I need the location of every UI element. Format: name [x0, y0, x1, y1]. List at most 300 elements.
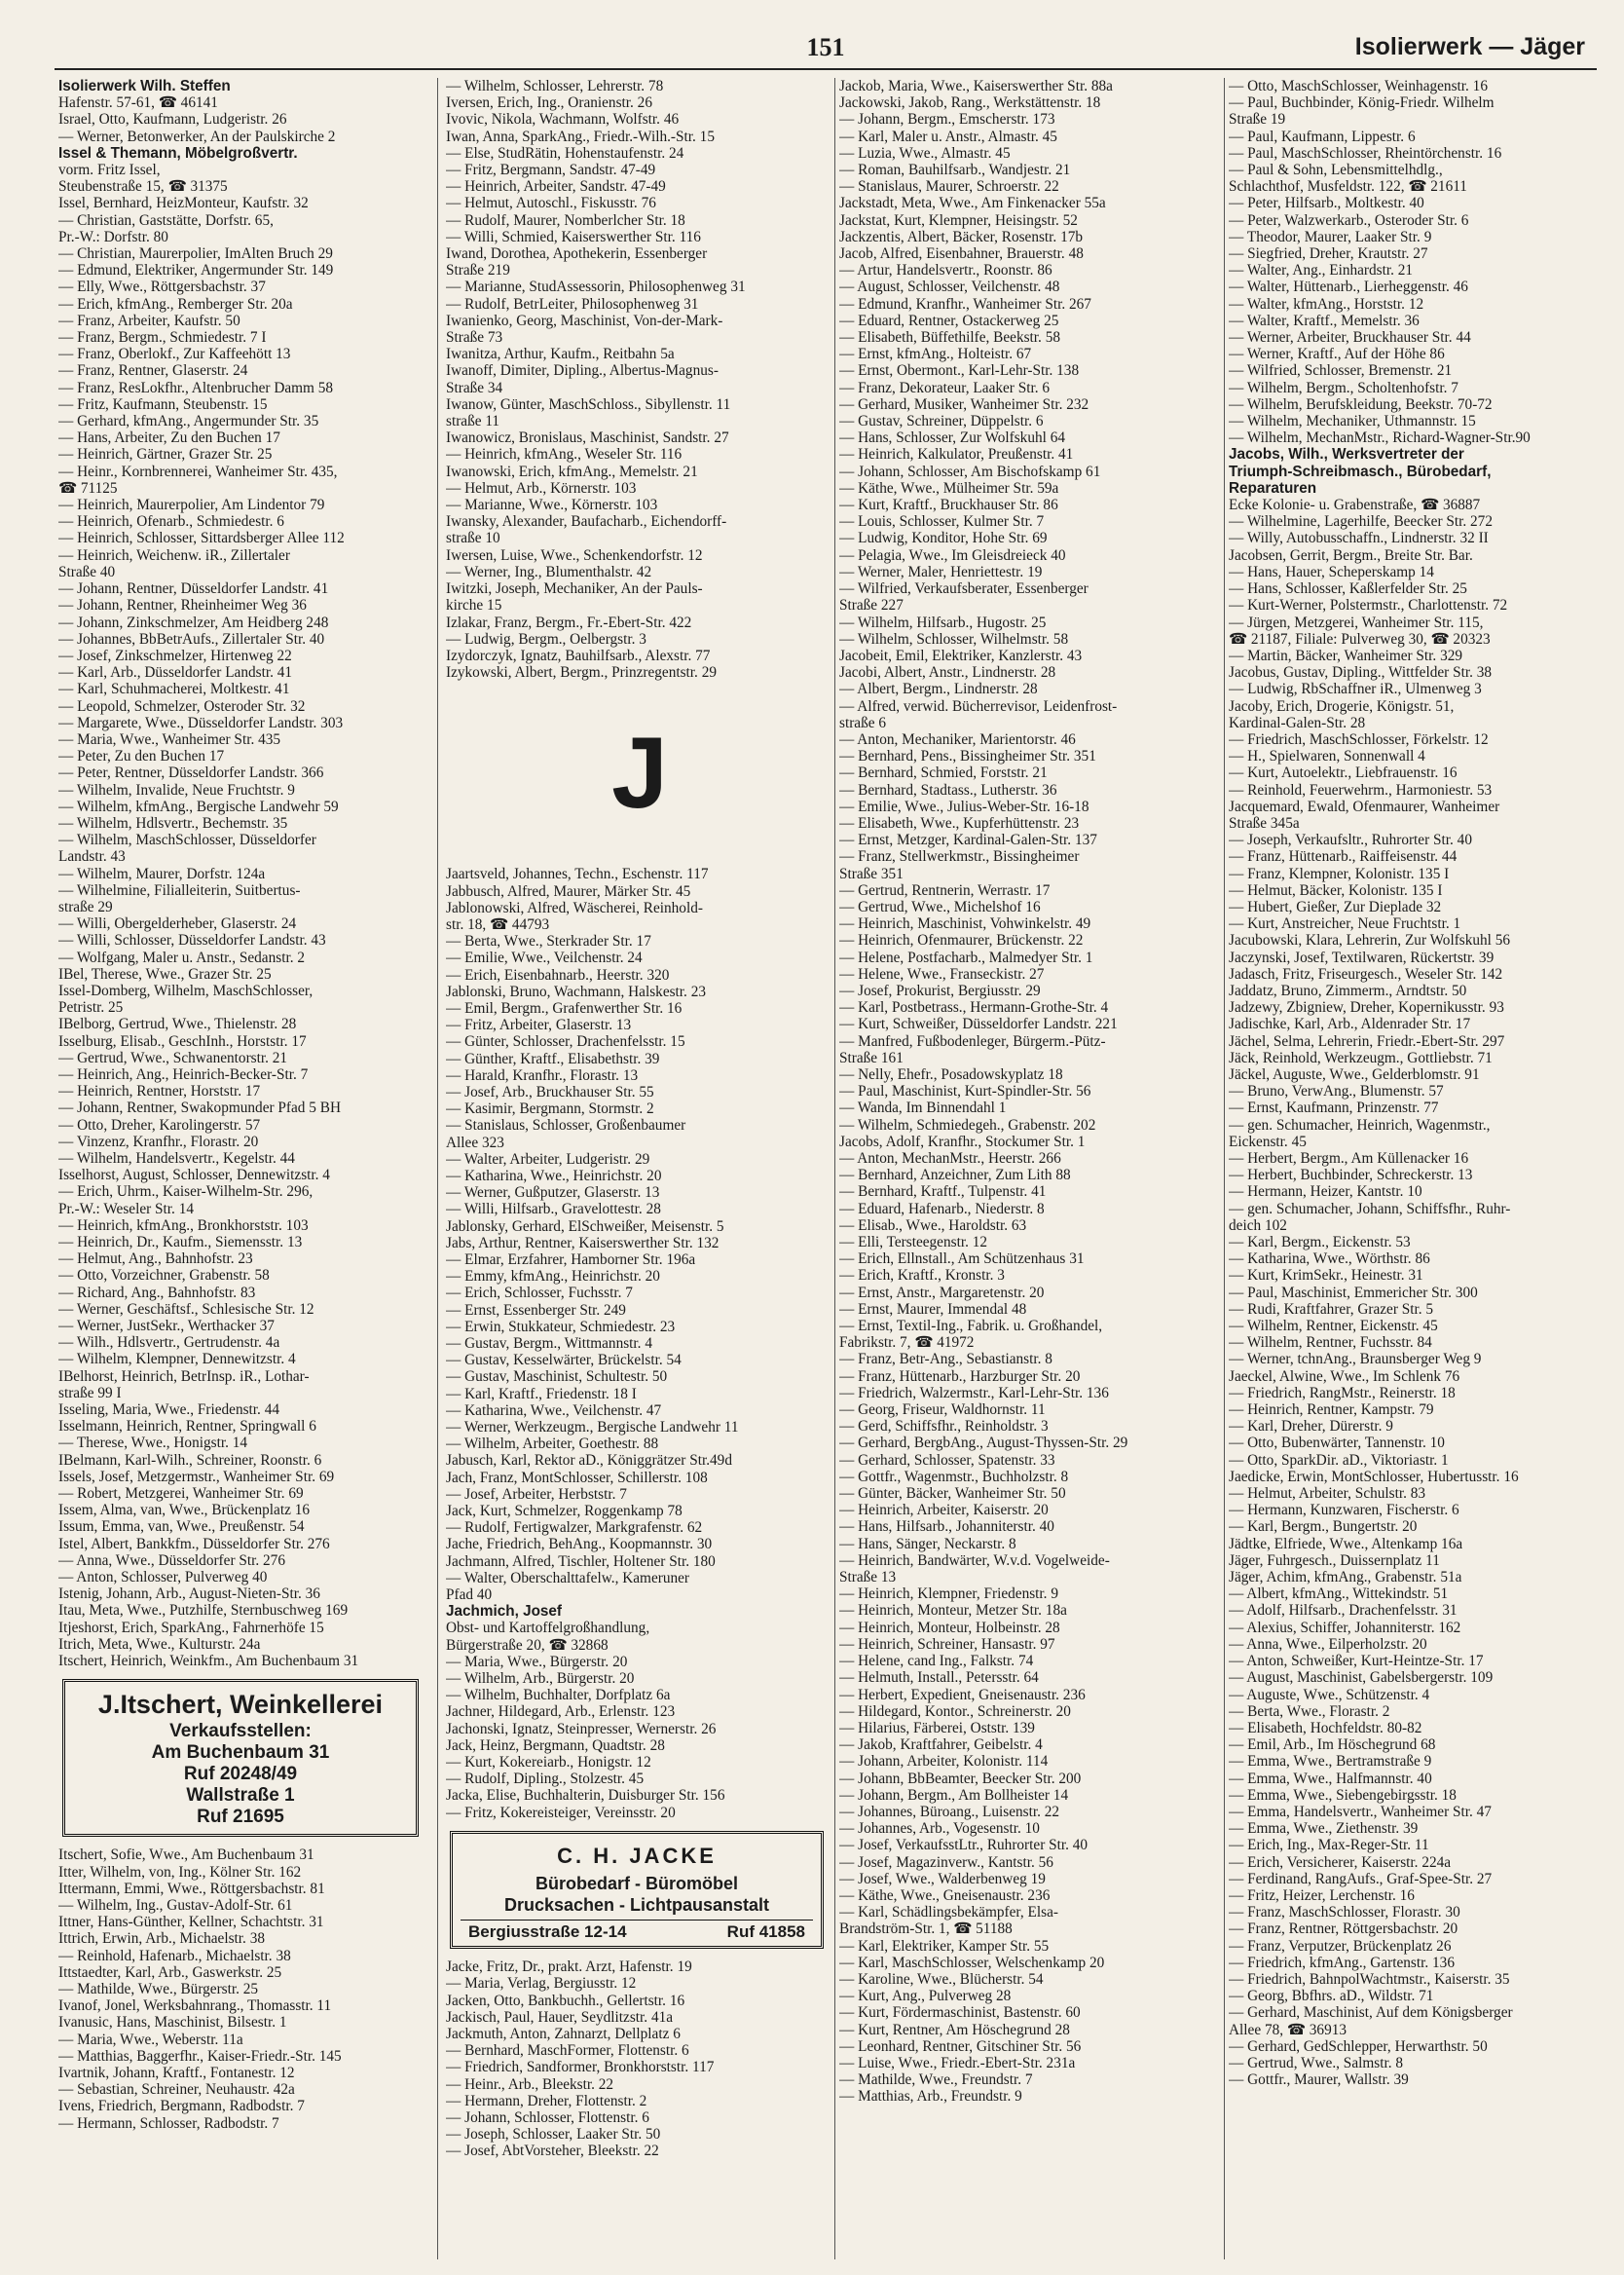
directory-entry-line: — Hermann, Dreher, Flottenstr. 2	[446, 2092, 647, 2109]
directory-entry-line: Jacken, Otto, Bankbuchh., Gellertstr. 16	[446, 1992, 685, 2009]
directory-entry-line: — Reinhold, Feuerwehrm., Harmoniestr. 53	[1229, 781, 1493, 799]
ad-phone: Ruf 41858	[726, 1921, 805, 1941]
directory-entry-line: — Gerhard, GedSchlepper, Herwarthstr. 50	[1229, 2037, 1488, 2055]
directory-entry-line: Iwansky, Alexander, Baufacharb., Eichendorff-	[446, 513, 727, 531]
directory-entry-line: — Willi, Obergelderheber, Glaserstr. 24	[58, 915, 297, 933]
directory-entry-line: Landstr. 43	[58, 848, 126, 866]
directory-entry-line: — Gottfr., Wagenmstr., Buchholzstr. 8	[839, 1468, 1069, 1485]
entry-list	[446, 78, 833, 681]
directory-entry-line: — Franz, MaschSchlosser, Florastr. 30	[1229, 1904, 1460, 1921]
directory-entry-line: — Pelagia, Wwe., Im Gleisdreieck 40	[839, 546, 1066, 564]
directory-entry-line: ☎ 21187, Filiale: Pulverweg 30, ☎ 20323	[1229, 630, 1491, 648]
directory-entry-line: — Fritz, Kokereisteiger, Vereinsstr. 20	[446, 1804, 676, 1821]
directory-entry-line: — Wilhelm, Hilfsarb., Hugostr. 25	[839, 614, 1047, 631]
directory-entry-line: — Roman, Bauhilfsarb., Wandjestr. 21	[839, 162, 1071, 179]
ad-line: Verkaufsstellen:	[169, 1721, 312, 1742]
directory-entry-line: — Edmund, Kranfhr., Wanheimer Str. 267	[839, 295, 1091, 313]
directory-entry-line: — Heinrich, Rentner, Horststr. 17	[58, 1083, 261, 1100]
directory-entry-line: — Friedrich, RangMstr., Reinerstr. 18	[1229, 1384, 1456, 1401]
directory-entry-line: Pr.-W.: Weseler Str. 14	[58, 1200, 194, 1217]
directory-entry-line: — Heinrich, Arbeiter, Kaiserstr. 20	[839, 1502, 1049, 1519]
directory-entry-line: — Elisabeth, Wwe., Kupferhüttenstr. 23	[839, 814, 1080, 832]
ad-address: Bergiusstraße 12-14	[468, 1921, 627, 1941]
directory-entry-line: — Walter, Hüttenarb., Lierheggenstr. 46	[1229, 279, 1468, 296]
directory-entry-line: — Franz, ResLokfhr., Altenbrucher Damm 58	[58, 379, 334, 396]
directory-entry-line: — Johannes, Büroang., Luisenstr. 22	[839, 1803, 1060, 1820]
directory-entry-line: — Kurt, Kraftf., Bruckhauser Str. 86	[839, 497, 1058, 514]
directory-entry-line: ☎ 71125	[58, 479, 118, 497]
column-3	[839, 78, 1227, 2259]
directory-entry-line: — Sebastian, Schreiner, Neuhaustr. 42a	[58, 2081, 295, 2099]
directory-entry-line: Issel-Domberg, Wilhelm, MaschSchlosser,	[58, 982, 314, 999]
directory-entry-line: Jäger, Achim, kfmAng., Grabenstr. 51a	[1229, 1569, 1462, 1586]
directory-entry-line: — Josef, Arbeiter, Herbststr. 7	[446, 1485, 627, 1503]
directory-entry-line: — Friedrich, Walzermstr., Karl-Lehr-Str. 136	[839, 1384, 1109, 1401]
directory-entry-line: Izlakar, Franz, Bergm., Fr.-Ebert-Str. 422	[446, 614, 692, 631]
directory-entry-line: — Heinrich, kfmAng., Bronkhorststr. 103	[58, 1216, 309, 1234]
directory-entry-line: — Johann, Bergm., Emscherstr. 173	[839, 111, 1055, 129]
directory-entry-line: Straße 219	[446, 262, 510, 280]
advertisement-jacke	[450, 1831, 824, 1949]
directory-entry-line: — Josef, AbtVorsteher, Bleekstr. 22	[446, 2143, 659, 2160]
directory-entry-line: — Heinr., Kornbrennerei, Wanheimer Str. 435,	[58, 463, 338, 480]
directory-entry-line: — Friedrich, MaschSchlosser, Förkelstr. 12	[1229, 730, 1489, 748]
directory-entry-line: — Heinrich, Monteur, Metzer Str. 18a	[839, 1602, 1067, 1620]
directory-entry-line: — Kurt, Fördermaschinist, Bastenstr. 60	[839, 2004, 1081, 2022]
directory-entry-line: — Wilhelm, Arbeiter, Goethestr. 88	[446, 1436, 659, 1453]
directory-entry-line: straße 29	[58, 898, 113, 915]
column-1	[58, 78, 428, 2259]
directory-entry-line: Jackstat, Kurt, Klempner, Heisingstr. 52	[839, 211, 1078, 229]
directory-entry-line: — Heinrich, Kalkulator, Preußenstr. 41	[839, 446, 1074, 464]
directory-entry-line: — Kurt, KrimSekr., Heinestr. 31	[1229, 1267, 1423, 1285]
directory-entry-line: Jackob, Maria, Wwe., Kaiserswerther Str. 88a	[839, 78, 1113, 94]
directory-entry-line: — Ernst, Maurer, Immendal 48	[839, 1300, 1027, 1318]
ad-line: Drucksachen - Lichtpausanstalt	[503, 1894, 770, 1915]
entry-list	[839, 78, 1227, 2106]
directory-entry-line: — Franz, Dekorateur, Laaker Str. 6	[839, 379, 1051, 396]
directory-entry-line: — Nelly, Ehefr., Posadowskyplatz 18	[839, 1065, 1063, 1083]
directory-entry-line: Kardinal-Galen-Str. 28	[1229, 714, 1366, 731]
directory-entry-line: — Karl, Elektriker, Kamper Str. 55	[839, 1937, 1050, 1955]
directory-entry-line: Ivanusic, Hans, Maschinist, Bilsestr. 1	[58, 2014, 287, 2032]
directory-entry-line: — Ernst, Kaufmann, Prinzenstr. 77	[1229, 1100, 1439, 1117]
directory-entry-line: Jäger, Fuhrgesch., Duissernplatz 11	[1229, 1551, 1440, 1569]
directory-entry-line: — Emma, Wwe., Ziethenstr. 39	[1229, 1820, 1419, 1838]
directory-entry-line: — Johann, Zinkschmelzer, Am Heidberg 248	[58, 614, 329, 631]
directory-entry-line: — Heinrich, Maschinist, Vohwinkelstr. 49	[839, 915, 1091, 933]
directory-entry-line: Jadasch, Fritz, Friseurgesch., Weseler Str. 142	[1229, 965, 1503, 983]
directory-entry-line: — Günter, Bäcker, Wanheimer Str. 50	[839, 1485, 1066, 1503]
directory-entry-line: Pr.-W.: Dorfstr. 80	[58, 228, 168, 245]
directory-entry-line: — Wolfgang, Maler u. Anstr., Sedanstr. 2	[58, 949, 305, 966]
directory-entry-line: — gen. Schumacher, Johann, Schiffsfhr., Ruhr-	[1229, 1200, 1511, 1217]
directory-entry-line: — Wilhelm, Invalide, Neue Fruchtstr. 9	[58, 781, 295, 799]
directory-entry-line: — Otto, Dreher, Karolingerstr. 57	[58, 1116, 261, 1134]
directory-entry-line: — Heinrich, Dr., Kaufm., Siemensstr. 13	[58, 1234, 303, 1251]
directory-entry-line: — Karl, Bergm., Eickenstr. 53	[1229, 1234, 1411, 1251]
directory-entry-line: — Peter, Zu den Buchen 17	[58, 748, 225, 765]
directory-entry-line: — Günther, Kraftf., Elisabethstr. 39	[446, 1050, 660, 1067]
ad-line: Ruf 20248/49	[183, 1764, 298, 1785]
directory-entry-line: Iwanowski, Erich, kfmAng., Memelstr. 21	[446, 463, 698, 480]
directory-entry-line: — Manfred, Fußbodenleger, Bürgerm.-Pütz-	[839, 1032, 1106, 1050]
directory-entry-line: IBelborg, Gertrud, Wwe., Thielenstr. 28	[58, 1016, 297, 1033]
directory-entry-line: Jacubowski, Klara, Lehrerin, Zur Wolfskuhl 56	[1229, 932, 1511, 950]
directory-entry-line: Jack, Kurt, Schmelzer, Roggenkamp 78	[446, 1503, 683, 1520]
column-4	[1229, 78, 1610, 2259]
directory-entry-line: — Richard, Ang., Bahnhofstr. 83	[58, 1284, 256, 1301]
section-letter: J	[611, 716, 668, 830]
directory-entry-line: — Margarete, Wwe., Düsseldorfer Landstr. 303	[58, 714, 344, 731]
directory-entry-line: — Fritz, Heizer, Lerchenstr. 16	[1229, 1886, 1415, 1904]
entry-list	[58, 78, 428, 1669]
directory-entry-line: — Rudi, Kraftfahrer, Grazer Str. 5	[1229, 1300, 1434, 1318]
directory-entry-line: — Wilhelm, Schlosser, Lehrerstr. 78	[446, 78, 664, 94]
directory-entry-line: Jacob, Alfred, Eisenbahner, Brauerstr. 48	[839, 245, 1084, 263]
directory-entry-line: — Bernhard, MaschFormer, Flottenstr. 6	[446, 2042, 689, 2060]
directory-entry-line: Ittermann, Emmi, Wwe., Röttgersbachstr. 81	[58, 1880, 325, 1897]
directory-entry-line: — Anton, Schweißer, Kurt-Heintze-Str. 17	[1229, 1653, 1484, 1670]
directory-entry-line: — Wilhelm, Berufskleidung, Beekstr. 70-72	[1229, 395, 1493, 413]
directory-entry-line: — August, Schlosser, Veilchenstr. 48	[839, 279, 1060, 296]
directory-entry-line: — Erich, Ing., Max-Reger-Str. 11	[1229, 1837, 1429, 1854]
directory-entry-line: — Willi, Schlosser, Düsseldorfer Landstr. 43	[58, 932, 326, 950]
directory-entry-line: — Wilhelm, Buchhalter, Dorfplatz 6a	[446, 1687, 671, 1704]
directory-entry-line: — Stanislaus, Maurer, Schroerstr. 22	[839, 178, 1059, 196]
directory-entry-line: Ecke Kolonie- u. Grabenstraße, ☎ 36887	[1229, 497, 1481, 514]
directory-entry-line: — Mathilde, Wwe., Freundstr. 7	[839, 2071, 1033, 2089]
directory-entry-line: Issem, Alma, van, Wwe., Brückenplatz 16	[58, 1502, 311, 1519]
directory-entry-line: Jacobeit, Emil, Elektriker, Kanzlerstr. 43	[839, 647, 1083, 664]
directory-entry-line: — Martin, Bäcker, Wanheimer Str. 329	[1229, 647, 1463, 664]
directory-entry-line: — Jürgen, Metzgerei, Wanheimer Str. 115,	[1229, 614, 1484, 631]
directory-entry-line: — Günter, Schlosser, Drachenfelsstr. 15	[446, 1033, 685, 1051]
directory-entry-line: — Friedrich, kfmAng., Gartenstr. 136	[1229, 1954, 1455, 1971]
directory-entry-line: — Franz, Klempner, Kolonistr. 135 I	[1229, 865, 1450, 882]
directory-entry-line: Iwanitza, Arthur, Kaufm., Reitbahn 5a	[446, 346, 675, 363]
directory-entry-line: vorm. Fritz Issel,	[58, 162, 161, 179]
directory-entry-line: — Käthe, Wwe., Gneisenaustr. 236	[839, 1886, 1051, 1904]
directory-entry-line: — Karl, Dreher, Dürerstr. 9	[1229, 1418, 1393, 1436]
directory-entry-line: Jacka, Elise, Buchhalterin, Duisburger Str. 156	[446, 1787, 725, 1805]
directory-entry-line: — Emmy, kfmAng., Heinrichstr. 20	[446, 1268, 660, 1286]
directory-entry-line: Jabbusch, Alfred, Maurer, Märker Str. 45	[446, 882, 691, 900]
directory-entry-line: Jackmuth, Anton, Zahnarzt, Dellplatz 6	[446, 2025, 681, 2042]
directory-entry-line: — Kurt, Anstreicher, Neue Fruchtstr. 1	[1229, 915, 1461, 933]
directory-entry-line: — Walter, kfmAng., Horststr. 12	[1229, 295, 1424, 313]
directory-entry-line: Jaartsveld, Johannes, Techn., Eschenstr. 117	[446, 866, 709, 883]
directory-entry-line: Jächel, Selma, Lehrerin, Friedr.-Ebert-Str. 297	[1229, 1032, 1505, 1050]
directory-entry-line: — Wilhelmine, Filialleiterin, Suitbertus-	[58, 881, 301, 899]
directory-entry-line: — Helmut, Autoschl., Fiskusstr. 76	[446, 195, 656, 212]
directory-entry-line: Itau, Meta, Wwe., Putzhilfe, Sternbuschweg 169	[58, 1602, 349, 1620]
directory-entry-line: — Helene, Postfacharb., Malmedyer Str. 1	[839, 949, 1093, 966]
directory-entry-line: — Wilfried, Verkaufsberater, Essenberger	[839, 580, 1089, 598]
entry-list	[446, 866, 833, 1821]
directory-entry-line: — Herbert, Bergm., Am Küllenacker 16	[1229, 1150, 1469, 1167]
directory-entry-line: Istel, Albert, Bankkfm., Düsseldorfer Str. 276	[58, 1535, 330, 1552]
directory-entry-line: — Heinrich, Klempner, Friedenstr. 9	[839, 1585, 1058, 1603]
directory-entry-line: — Johannes, BbBetrAufs., Zillertaler Str. 40	[58, 630, 325, 648]
directory-entry-line: — Wilhelm, Schlosser, Wilhelmstr. 58	[839, 630, 1069, 648]
directory-entry-line: — Franz, Bergm., Schmiedestr. 7 I	[58, 329, 267, 347]
directory-entry-line: — Hermann, Kunzwaren, Fischerstr. 6	[1229, 1502, 1459, 1519]
directory-entry-line: — Siegfried, Dreher, Krautstr. 27	[1229, 245, 1428, 263]
directory-entry-line: — Karl, Schädlingsbekämpfer, Elsa-	[839, 1904, 1058, 1921]
header-rule	[55, 68, 1597, 70]
directory-entry-line: — Karoline, Wwe., Blücherstr. 54	[839, 1970, 1044, 1988]
directory-entry-line: — Karl, MaschSchlosser, Welschenkamp 20	[839, 1954, 1105, 1971]
directory-entry-line: — Werner, Geschäftsf., Schlesische Str. 12	[58, 1300, 314, 1318]
advertisement-itschert	[62, 1679, 419, 1837]
ad-title: J.Itschert, Weinkellerei	[97, 1690, 384, 1720]
directory-entry-line: — Gerhard, Maschinist, Auf dem Königsberger	[1229, 2004, 1513, 2022]
directory-entry-line: Itschert, Heinrich, Weinkfm., Am Buchenbaum 31	[58, 1653, 359, 1670]
directory-entry-line: — Friedrich, BahnpolWachtmstr., Kaiserstr. 35	[1229, 1970, 1510, 1988]
directory-entry-line: Allee 78, ☎ 36913	[1229, 2021, 1347, 2038]
directory-entry-line: Iwanow, Günter, MaschSchloss., Sibyllenstr. 11	[446, 395, 731, 413]
directory-entry-line: — Heinrich, Rentner, Kampstr. 79	[1229, 1401, 1434, 1419]
directory-entry-line: — Erich, kfmAng., Remberger Str. 20a	[58, 295, 293, 313]
directory-entry-line: — Erich, Kraftf., Kronstr. 3	[839, 1267, 1005, 1285]
directory-entry-line: — Paul, MaschSchlosser, Rheintörchenstr. 16	[1229, 144, 1502, 162]
directory-entry-line: — Rudolf, BetrLeiter, Philosophenweg 31	[446, 295, 699, 313]
directory-entry-line: — Otto, Bubenwärter, Tannenstr. 10	[1229, 1435, 1445, 1452]
directory-entry-line: — Hermann, Schlosser, Radbodstr. 7	[58, 2114, 279, 2132]
directory-entry-line: Jach, Franz, MontSchlosser, Schillerstr. 108	[446, 1469, 708, 1486]
directory-entry-line: Straße 19	[1229, 111, 1286, 129]
directory-entry-line: — Rudolf, Maurer, Nomberlcher Str. 18	[446, 211, 685, 229]
directory-entry-line: — Wilh., Hdlsvertr., Gertrudenstr. 4a	[58, 1334, 280, 1352]
directory-entry-line: — Franz, Stellwerkmstr., Bissingheimer	[839, 848, 1080, 866]
directory-entry-line: — Christian, Maurerpolier, ImAlten Bruch 29	[58, 245, 333, 263]
directory-entry-line: — Otto, SparkDir. aD., Viktoriastr. 1	[1229, 1451, 1449, 1469]
directory-entry-line: — Elisab., Wwe., Haroldstr. 63	[839, 1216, 1027, 1234]
directory-entry-line: Jacquemard, Ewald, Ofenmaurer, Wanheimer	[1229, 798, 1500, 815]
directory-entry-line: Iwanoff, Dimiter, Dipling., Albertus-Magnus-	[446, 362, 719, 380]
directory-entry-line: Schlachthof, Musfeldstr. 122, ☎ 21611	[1229, 178, 1467, 196]
directory-entry-line: — Hans, Schlosser, Kaßlerfelder Str. 25	[1229, 580, 1467, 598]
directory-entry-line: Jackzentis, Albert, Bäcker, Rosenstr. 17b	[839, 228, 1084, 245]
directory-entry-line: Issel & Themann, Möbelgroßvertr.	[58, 144, 298, 162]
directory-entry-line: — Helmut, Arb., Körnerstr. 103	[446, 479, 637, 497]
directory-entry-line: — Luise, Wwe., Friedr.-Ebert-Str. 231a	[839, 2054, 1076, 2071]
directory-entry-line: — Karl, Maler u. Anstr., Almastr. 45	[839, 128, 1057, 145]
directory-entry-line: — Wilhelm, Schmiedegeh., Grabenstr. 202	[839, 1116, 1096, 1134]
directory-entry-line: — August, Maschinist, Gabelsbergerstr. 109	[1229, 1669, 1494, 1687]
directory-entry-line: — Willy, Autobusschaffn., Lindnerstr. 32 II	[1229, 530, 1489, 547]
directory-entry-line: — Bernhard, Pens., Bissingheimer Str. 351	[839, 748, 1096, 765]
directory-entry-line: — Paul, Kaufmann, Lippestr. 6	[1229, 128, 1416, 145]
directory-entry-line: — Ludwig, RbSchaffner iR., Ulmenweg 3	[1229, 681, 1482, 698]
directory-entry-line: — Kasimir, Bergmann, Stormstr. 2	[446, 1100, 654, 1118]
directory-entry-line: — Helmut, Bäcker, Kolonistr. 135 I	[1229, 881, 1443, 899]
directory-entry-line: Isselmann, Heinrich, Rentner, Springwall 6	[58, 1418, 316, 1436]
page-header	[55, 27, 1597, 66]
directory-entry-line: Obst- und Kartoffelgroßhandlung,	[446, 1620, 650, 1637]
directory-entry-line: — Reinhold, Hafenarb., Michaelstr. 38	[58, 1947, 291, 1964]
directory-entry-line: Hafenstr. 57-61, ☎ 46141	[58, 94, 218, 112]
directory-entry-line: Jablonsky, Gerhard, ElSchweißer, Meisenstr. 5	[446, 1217, 724, 1235]
directory-entry-line: — Ernst, kfmAng., Holteistr. 67	[839, 346, 1032, 363]
directory-entry-line: Ittstaedter, Karl, Arb., Gaswerkstr. 25	[58, 1963, 282, 1981]
directory-entry-line: — Emma, Wwe., Siebengebirgsstr. 18	[1229, 1786, 1457, 1804]
directory-entry-line: — Wilhelm, Rentner, Fuchsstr. 84	[1229, 1334, 1432, 1352]
directory-entry-line: Jachner, Hildegard, Arb., Erlenstr. 123	[446, 1703, 676, 1721]
directory-entry-line: — Erwin, Stukkateur, Schmiedestr. 23	[446, 1318, 676, 1335]
directory-entry-line: — Anton, MechanMstr., Heerstr. 266	[839, 1150, 1061, 1167]
directory-entry-line: — Anton, Mechaniker, Marientorstr. 46	[839, 730, 1076, 748]
directory-entry-line: — Louis, Schlosser, Kulmer Str. 7	[839, 513, 1045, 531]
directory-entry-line: — Elmar, Erzfahrer, Hamborner Str. 196a	[446, 1250, 696, 1268]
directory-entry-line: — Matthias, Baggerfhr., Kaiser-Friedr.-Str. 145	[58, 2047, 342, 2065]
directory-entry-line: Straße 73	[446, 329, 503, 347]
directory-entry-line: Jäckel, Auguste, Wwe., Gelderblomstr. 91	[1229, 1065, 1480, 1083]
directory-entry-line: Jadzewy, Zbigniew, Dreher, Kopernikusstr. 93	[1229, 999, 1504, 1017]
directory-entry-line: Jackowski, Jakob, Rang., Werkstättenstr. 18	[839, 94, 1101, 112]
directory-entry-line: — Willi, Hilfsarb., Gravelottestr. 28	[446, 1201, 661, 1218]
directory-entry-line: Jabusch, Karl, Rektor aD., Königgrätzer Str.49d	[446, 1452, 732, 1470]
directory-entry-line: Bürgerstraße 20, ☎ 32868	[446, 1636, 609, 1654]
ad-line: Wallstraße 1	[186, 1785, 295, 1807]
directory-entry-line: — Kurt, Kokereiarb., Honigstr. 12	[446, 1754, 651, 1772]
directory-entry-line: — Johann, Rentner, Düsseldorfer Landstr. 41	[58, 580, 329, 598]
directory-entry-line: — Werner, Arbeiter, Bruckhauser Str. 44	[1229, 329, 1471, 347]
directory-entry-line: Isolierwerk Wilh. Steffen	[58, 78, 231, 94]
directory-entry-line: — Anna, Wwe., Eilperholzstr. 20	[1229, 1635, 1427, 1653]
directory-entry-line: — Helmut, Arbeiter, Schulstr. 83	[1229, 1485, 1426, 1503]
directory-entry-line: Jädtke, Elfriede, Wwe., Altenkamp 16a	[1229, 1535, 1463, 1552]
directory-entry-line: — Helene, Wwe., Franseckistr. 27	[839, 965, 1045, 983]
directory-entry-line: — Jakob, Kraftfahrer, Geibelstr. 4	[839, 1736, 1043, 1754]
directory-entry-line: — Walter, Oberschalttafelw., Kameruner	[446, 1569, 690, 1586]
directory-entry-line: — Johann, Arbeiter, Kolonistr. 114	[839, 1753, 1049, 1771]
directory-entry-line: — Elisabeth, Büffethilfe, Beekstr. 58	[839, 329, 1061, 347]
directory-entry-line: — Helene, cand Ing., Falkstr. 74	[839, 1653, 1034, 1670]
directory-entry-line: — Josef, VerkaufsstLtr., Ruhrorter Str. 40	[839, 1837, 1089, 1854]
directory-entry-line: Straße 351	[839, 865, 904, 882]
directory-entry-line: — Kurt, Autoelektr., Liebfrauenstr. 16	[1229, 765, 1458, 782]
directory-entry-line: Jacobi, Albert, Anstr., Lindnerstr. 28	[839, 664, 1056, 682]
directory-entry-line: — Ernst, Essenberger Str. 249	[446, 1301, 626, 1319]
directory-entry-line: — Else, StudRätin, Hohenstaufenstr. 24	[446, 144, 684, 162]
directory-entry-line: — Anton, Schlosser, Pulverweg 40	[58, 1569, 268, 1586]
directory-entry-line: — Fritz, Bergmann, Sandstr. 47-49	[446, 162, 656, 179]
directory-entry-line: — Otto, Vorzeichner, Grabenstr. 58	[58, 1267, 270, 1285]
entry-list	[446, 1958, 833, 2159]
directory-entry-line: — Heinrich, Arbeiter, Sandstr. 47-49	[446, 178, 666, 196]
directory-entry-line: — Kurt, Schweißer, Düsseldorfer Landstr. 221	[839, 1016, 1118, 1033]
directory-entry-line: — Bernhard, Schmied, Forststr. 21	[839, 765, 1048, 782]
entry-list	[58, 1846, 428, 2131]
directory-entry-line: Iwitzki, Joseph, Mechaniker, An der Pauls-	[446, 580, 703, 598]
directory-entry-line: — Werner, Gußputzer, Glaserstr. 13	[446, 1184, 660, 1202]
directory-entry-line: IBel, Therese, Wwe., Grazer Str. 25	[58, 965, 272, 983]
directory-entry-line: IBelhorst, Heinrich, BetrInsp. iR., Lothar-	[58, 1367, 310, 1385]
ad-line: Bürobedarf - Büromöbel	[535, 1873, 738, 1893]
directory-entry-line: Jacke, Fritz, Dr., prakt. Arzt, Hafenstr. 19	[446, 1958, 692, 1976]
directory-entry-line: — Herbert, Expedient, Gneisenaustr. 236	[839, 1686, 1086, 1703]
directory-entry-line: — Kurt, Rentner, Am Höschegrund 28	[839, 2021, 1070, 2038]
directory-entry-line: — Hans, Schlosser, Zur Wolfskuhl 64	[839, 429, 1065, 447]
directory-entry-line: — Heinrich, Schreiner, Hansastr. 97	[839, 1635, 1055, 1653]
directory-entry-line: — Maria, Verlag, Bergiusstr. 12	[446, 1975, 637, 1993]
directory-entry-line: — Johann, Schlosser, Am Bischofskamp 61	[839, 463, 1101, 480]
directory-entry-line: — Franz, Verputzer, Brückenplatz 26	[1229, 1937, 1452, 1955]
directory-entry-line: Iwanienko, Georg, Maschinist, Von-der-Mark-	[446, 312, 723, 329]
directory-entry-line: Petristr. 25	[58, 999, 124, 1017]
directory-entry-line: Jacobs, Adolf, Kranfhr., Stockumer Str. 1	[839, 1133, 1086, 1150]
directory-entry-line: — Heinrich, Gärtner, Grazer Str. 25	[58, 446, 273, 464]
directory-entry-line: Jablonski, Bruno, Wachmann, Halskestr. 23	[446, 983, 707, 1000]
directory-entry-line: Straße 34	[446, 379, 503, 396]
directory-entry-line: — Werner, Maler, Henriettestr. 19	[839, 563, 1043, 580]
directory-entry-line: — Rudolf, Dipling., Stolzestr. 45	[446, 1771, 645, 1788]
directory-entry-line: — Mathilde, Wwe., Bürgerstr. 25	[58, 1980, 259, 1997]
directory-entry-line: — Albert, kfmAng., Wittekindstr. 51	[1229, 1585, 1449, 1603]
directory-entry-line: — Hans, Arbeiter, Zu den Buchen 17	[58, 429, 280, 447]
directory-entry-line: — Wilhelm, MechanMstr., Richard-Wagner-Str.90	[1229, 429, 1531, 447]
directory-entry-line: Straße 161	[839, 1049, 904, 1066]
directory-entry-line: — Friedrich, Sandformer, Bronkhorststr. 117	[446, 2059, 715, 2076]
directory-entry-line: — Peter, Walzwerkarb., Osteroder Str. 6	[1229, 211, 1469, 229]
directory-entry-line: Iwand, Dorothea, Apothekerin, Essenberger	[446, 245, 708, 263]
directory-entry-line: — Elly, Wwe., Röttgersbachstr. 37	[58, 279, 266, 296]
directory-entry-line: — Herbert, Buchbinder, Schreckerstr. 13	[1229, 1167, 1473, 1184]
directory-entry-line: Jacobsen, Gerrit, Bergm., Breite Str. Bar.	[1229, 546, 1473, 564]
directory-entry-line: Steubenstraße 15, ☎ 31375	[58, 178, 228, 196]
ad-line: Ruf 21695	[197, 1807, 284, 1828]
directory-entry-line: — Kurt-Werner, Polstermstr., Charlottenstr. 72	[1229, 597, 1508, 615]
directory-entry-line: — Werner, Werkzeugm., Bergische Landwehr 11	[446, 1419, 739, 1436]
directory-entry-line: — Marianne, Wwe., Körnerstr. 103	[446, 497, 658, 514]
column-divider	[437, 78, 438, 2259]
directory-entry-line: — Gerhard, Schlosser, Spatenstr. 33	[839, 1451, 1055, 1469]
directory-entry-line: — Albert, Bergm., Lindnerstr. 28	[839, 681, 1038, 698]
directory-entry-line: — Wilhelm, Maurer, Dorfstr. 124a	[58, 865, 266, 882]
directory-entry-line: Jacoby, Erich, Drogerie, Königstr. 51,	[1229, 697, 1455, 715]
directory-entry-line: Jachonski, Ignatz, Steinpresser, Wernerstr. 26	[446, 1720, 717, 1737]
directory-entry-line: — Karl, Bergm., Bungertstr. 20	[1229, 1518, 1418, 1536]
directory-entry-line: Jabs, Arthur, Rentner, Kaiserswerther Str. 132	[446, 1234, 720, 1251]
directory-entry-line: — Heinrich, Schlosser, Sittardsberger Allee 112	[58, 530, 345, 547]
directory-entry-line: — Werner, Betonwerker, An der Paulskirche 2	[58, 128, 336, 145]
directory-entry-line: Allee 323	[446, 1134, 504, 1151]
directory-entry-line: — Marianne, StudAssessorin, Philosophenweg 31	[446, 279, 746, 296]
directory-entry-line: — Stanislaus, Schlosser, Großenbaumer	[446, 1117, 686, 1135]
directory-entry-line: — Johann, BbBeamter, Beecker Str. 200	[839, 1770, 1082, 1787]
directory-entry-line: Jackisch, Paul, Hauer, Seydlitzstr. 41a	[446, 2008, 674, 2026]
directory-entry-line: — Heinrich, Weichenw. iR., Zillertaler	[58, 546, 290, 564]
directory-entry-line: Jablonowski, Alfred, Wäscherei, Reinhold-	[446, 899, 703, 916]
directory-entry-line: Jachmich, Josef	[446, 1603, 563, 1621]
directory-entry-line: — Elisabeth, Hochfeldstr. 80-82	[1229, 1719, 1422, 1736]
directory-entry-line: — Karl, Schuhmacherei, Moltkestr. 41	[58, 681, 290, 698]
directory-entry-line: — Wilhelm, Rentner, Eickenstr. 45	[1229, 1318, 1438, 1335]
directory-entry-line: — Werner, tchnAng., Braunsberger Weg 9	[1229, 1351, 1482, 1368]
directory-entry-line: — Heinrich, kfmAng., Weseler Str. 116	[446, 446, 683, 464]
directory-entry-line: Isselhorst, August, Schlosser, Dennewitzstr. 4	[58, 1167, 330, 1184]
directory-entry-line: — Hermann, Heizer, Kantstr. 10	[1229, 1183, 1422, 1201]
directory-entry-line: — Emma, Wwe., Halfmannstr. 40	[1229, 1770, 1432, 1787]
directory-entry-line: Itjeshorst, Erich, SparkAng., Fahrnerhöfe 15	[58, 1619, 324, 1636]
directory-entry-line: — Therese, Wwe., Honigstr. 14	[58, 1435, 248, 1452]
directory-entry-line: — Wilhelm, Ing., Gustav-Adolf-Str. 61	[58, 1896, 293, 1914]
directory-entry-line: — Elli, Tersteegenstr. 12	[839, 1234, 988, 1251]
directory-entry-line: — Wilhelmine, Lagerhilfe, Beecker Str. 272	[1229, 513, 1493, 531]
directory-entry-line: Straße 345a	[1229, 814, 1300, 832]
